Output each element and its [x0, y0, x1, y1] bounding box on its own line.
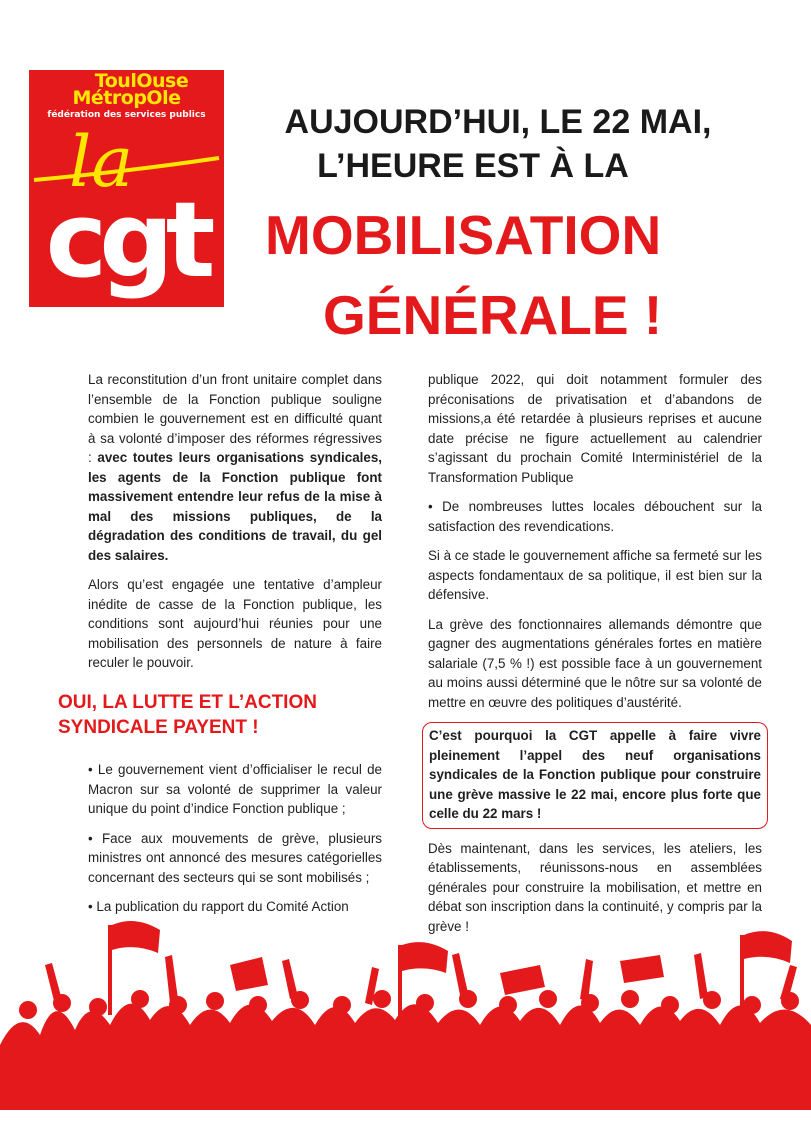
- left-paragraph-1-bold: avec toutes leurs organisations syndicales, les agents de la Fonction publique font massivement entendre leur refus de la mise à mal des missions publiques, de la dégradation des conditions de travail, du gel des salaires.: [88, 450, 382, 563]
- right-column: [428, 370, 762, 946]
- cgt-logo: [29, 70, 224, 307]
- right-paragraph-4: La grève des fonctionnaires allemands démontre que gagner des augmentations générales fortes en matière salariale (7,5 % !) est possible face à un gouvernement au moins aussi déterminé que le nôtre sur sa volonté de mettre en œuvre des politiques d’austérité.: [428, 616, 762, 710]
- left-paragraph-1-plain: La reconstitution d’un front unitaire complet dans l’ensemble de la Fonction publique souligne combien le gouvernement est en difficulté quant à sa volonté d’imposer des réformes régressives :: [88, 372, 382, 465]
- logo-federation: fédération des services publics: [47, 110, 206, 120]
- callout-box: C’est pourquoi la CGT appelle à faire vivre pleinement l’appel des neuf organisations syndicales de la Fonction publique pour construire une grève massive le 22 mai, encore plus forte que celle du 22 mars !: [422, 722, 768, 829]
- headline-line-2: L’HEURE EST À LA: [317, 147, 629, 186]
- crowd-silhouette-icon: [0, 895, 811, 1110]
- bullet-item: • Face aux mouvements de grève, plusieurs ministres ont annoncé des mesures catégorielles concernant des secteurs qui se sont mobilisés ;: [88, 830, 382, 885]
- logo-cgt-text: cgt: [45, 179, 208, 301]
- headline-line-1: AUJOURD’HUI, LE 22 MAI,: [284, 103, 712, 141]
- left-paragraph-2: Alors qu’est engagée une tentative d’ampleur inédite de casse de la Fonction publique, les conditions sont aujourd’hui réunies pour une mobilisation des personnels de nature à faire reculer le pouvoir.: [88, 577, 382, 670]
- section-title: OUI, LA LUTTE ET L’ACTION SYNDICALE PAYENT !: [58, 692, 317, 738]
- left-column: [88, 370, 382, 683]
- right-paragraph-5: Dès maintenant, dans les services, les ateliers, les établissements, réunissons-nous en assemblées générales pour construire la mobilisation, et mettre en débat son inscription dans la continuité, y compris par la grève !: [428, 840, 762, 934]
- logo-toulouse: ToulOuse: [94, 70, 189, 92]
- headline-line-3: MOBILISATION: [265, 204, 662, 266]
- headline-line-4: GÉNÉRALE !: [323, 283, 663, 346]
- headline-main: [265, 196, 745, 356]
- left-paragraph-1: [88, 370, 382, 565]
- logo-metropole: MétropOle: [72, 87, 181, 109]
- right-paragraph-3: Si à ce stade le gouvernement affiche sa fermeté sur les aspects fondamentaux de sa politique, il est bien sur la défensive.: [428, 548, 762, 602]
- logo-la-text: la: [69, 121, 134, 200]
- headline-top: [268, 100, 728, 188]
- bullet-item: • La publication du rapport du Comité Action: [88, 899, 349, 914]
- bullet-item: • Le gouvernement vient d’officialiser le recul de Macron sur sa volonté de supprimer la valeur unique du point d’indice Fonction publique ;: [88, 762, 382, 816]
- right-paragraph-2: • De nombreuses luttes locales débouchent sur la satisfaction des revendications.: [428, 499, 762, 534]
- right-paragraph-1: publique 2022, qui doit notamment formuler des préconisations de privatisation et d’abandons de missions,a été retardée à plusieurs reprises et aucune date précise ne figure actuellement au calendrier s’agissant du prochain Comité Interministériel de la Transformation Publique: [428, 372, 762, 485]
